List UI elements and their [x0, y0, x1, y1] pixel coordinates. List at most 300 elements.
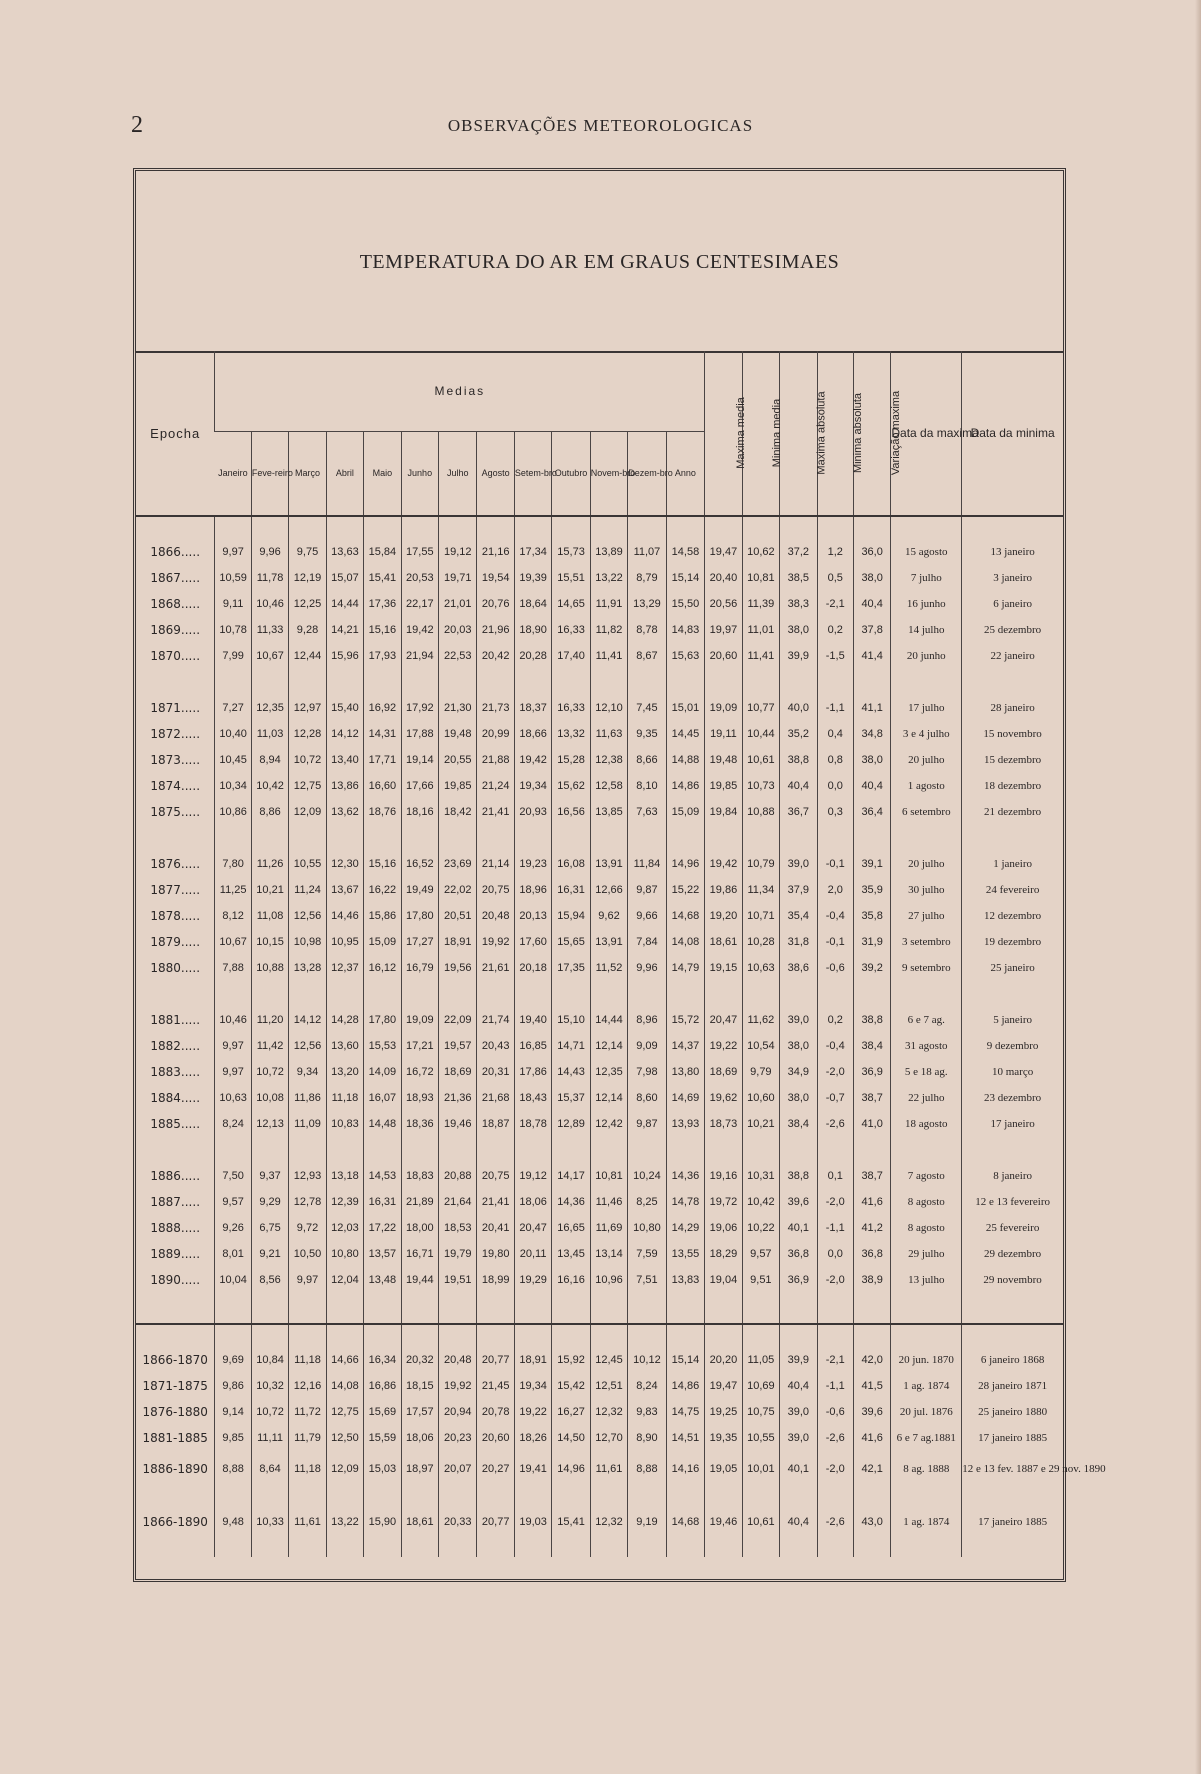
value-cell: 14,79	[666, 955, 705, 981]
value-cell: 38,0	[853, 565, 890, 591]
value-cell: 22,17	[401, 591, 438, 617]
value-cell: 11,69	[590, 1215, 627, 1241]
value-cell: 38,0	[780, 1085, 817, 1111]
value-cell: 10,62	[742, 539, 779, 565]
value-cell: 9,37	[251, 1163, 288, 1189]
table-row	[136, 617, 1063, 643]
value-cell: 9,96	[628, 955, 666, 981]
value-cell: 18,00	[401, 1215, 438, 1241]
date-min-cell: 17 janeiro	[962, 1111, 1063, 1137]
table-row	[136, 1163, 1063, 1189]
value-cell: 14,08	[326, 1373, 363, 1399]
value-cell: 16,56	[552, 799, 590, 825]
value-cell: 10,21	[251, 877, 288, 903]
value-cell: 36,8	[853, 1241, 890, 1267]
value-cell: 38,0	[780, 617, 817, 643]
value-cell: 18,97	[401, 1451, 438, 1487]
value-cell: 20,07	[439, 1451, 477, 1487]
value-cell: 21,73	[477, 695, 514, 721]
value-cell: 8,94	[251, 747, 288, 773]
value-cell: 19,34	[514, 773, 551, 799]
date-max-cell: 3 e 4 julho	[891, 721, 962, 747]
value-cell: 19,46	[705, 1509, 742, 1535]
epoch-cell: 1875.....	[150, 805, 201, 819]
value-cell: 18,69	[705, 1059, 742, 1085]
value-cell: 16,60	[364, 773, 401, 799]
value-cell: 10,44	[742, 721, 779, 747]
value-cell: 12,25	[289, 591, 326, 617]
value-cell: 19,11	[705, 721, 742, 747]
value-cell: 8,64	[251, 1451, 288, 1487]
value-cell: 19,09	[401, 1007, 438, 1033]
value-cell: 20,13	[514, 903, 551, 929]
value-cell: 14,31	[364, 721, 401, 747]
value-cell: 11,62	[742, 1007, 779, 1033]
value-cell: 9,75	[289, 539, 326, 565]
value-cell: 21,16	[477, 539, 514, 565]
value-cell: 13,80	[666, 1059, 705, 1085]
value-cell: 21,01	[439, 591, 477, 617]
value-cell: 16,07	[364, 1085, 401, 1111]
month-header: Janeiro	[215, 432, 251, 516]
value-cell: -0,6	[817, 955, 853, 981]
page-edge	[1195, 0, 1201, 1774]
table-row	[136, 539, 1063, 565]
value-cell: 10,81	[590, 1163, 627, 1189]
value-cell: 15,16	[364, 851, 401, 877]
value-cell: 0,1	[817, 1163, 853, 1189]
value-cell: 12,45	[590, 1347, 627, 1373]
value-cell: 7,84	[628, 929, 666, 955]
value-cell: 21,14	[477, 851, 514, 877]
value-cell: 17,36	[364, 591, 401, 617]
value-cell: 13,22	[326, 1509, 363, 1535]
date-max-cell: 20 junho	[891, 643, 962, 669]
value-cell: 17,60	[514, 929, 551, 955]
date-max-cell: 1 ag. 1874	[891, 1509, 962, 1535]
value-cell: 10,72	[251, 1059, 288, 1085]
value-cell: 21,45	[477, 1373, 514, 1399]
epoch-cell: 1888.....	[150, 1221, 201, 1235]
table-row	[136, 1033, 1063, 1059]
value-cell: 7,88	[215, 955, 251, 981]
value-cell: 11,18	[289, 1451, 326, 1487]
value-cell: -1,1	[817, 1373, 853, 1399]
value-cell: 40,1	[780, 1451, 817, 1487]
value-cell: 11,46	[590, 1189, 627, 1215]
value-cell: 12,35	[590, 1059, 627, 1085]
value-cell: 11,26	[251, 851, 288, 877]
table-row	[136, 1189, 1063, 1215]
value-cell: 19,92	[477, 929, 514, 955]
value-cell: 15,59	[364, 1425, 401, 1451]
value-cell: 13,91	[590, 851, 627, 877]
value-cell: 17,27	[401, 929, 438, 955]
value-cell: 7,99	[215, 643, 251, 669]
table-row	[136, 903, 1063, 929]
value-cell: 43,0	[853, 1509, 890, 1535]
month-header: Março	[289, 432, 326, 516]
value-cell: -2,0	[817, 1267, 853, 1293]
value-cell: 14,09	[364, 1059, 401, 1085]
value-cell: 9,14	[215, 1399, 251, 1425]
value-cell: 39,9	[780, 643, 817, 669]
value-cell: 10,01	[742, 1451, 779, 1487]
table-row	[136, 955, 1063, 981]
value-cell: 19,06	[705, 1215, 742, 1241]
epoch-cell: 1878.....	[150, 909, 201, 923]
value-cell: 21,41	[477, 799, 514, 825]
value-cell: 14,69	[666, 1085, 705, 1111]
value-cell: 20,23	[439, 1425, 477, 1451]
value-cell: 11,52	[590, 955, 627, 981]
table-row	[136, 1451, 1063, 1487]
epoch-cell: 1868.....	[150, 597, 201, 611]
value-cell: 38,8	[780, 747, 817, 773]
value-cell: 15,22	[666, 877, 705, 903]
value-cell: 15,50	[666, 591, 705, 617]
value-cell: 9,97	[215, 1059, 251, 1085]
value-cell: 11,41	[742, 643, 779, 669]
value-cell: 0,2	[817, 617, 853, 643]
value-cell: 14,88	[666, 747, 705, 773]
value-cell: 21,74	[477, 1007, 514, 1033]
value-cell: 14,08	[666, 929, 705, 955]
value-cell: 11,63	[590, 721, 627, 747]
value-cell: 12,37	[326, 955, 363, 981]
value-cell: 15,07	[326, 565, 363, 591]
spacer-row	[136, 516, 1063, 539]
value-cell: 20,77	[477, 1347, 514, 1373]
value-cell: 34,9	[780, 1059, 817, 1085]
value-cell: 15,09	[666, 799, 705, 825]
value-cell: 9,48	[215, 1509, 251, 1535]
table-row	[136, 1241, 1063, 1267]
value-cell: 13,22	[590, 565, 627, 591]
value-cell: 9,35	[628, 721, 666, 747]
value-cell: 10,45	[215, 747, 251, 773]
epoch-cell: 1877.....	[150, 883, 201, 897]
value-cell: -2,0	[817, 1189, 853, 1215]
table-row	[136, 877, 1063, 903]
value-cell: 17,80	[401, 903, 438, 929]
value-cell: -2,1	[817, 591, 853, 617]
value-cell: 12,58	[590, 773, 627, 799]
date-min-cell: 6 janeiro	[962, 591, 1063, 617]
value-cell: 10,72	[289, 747, 326, 773]
value-cell: 18,53	[439, 1215, 477, 1241]
value-cell: 40,4	[780, 1509, 817, 1535]
value-cell: 10,86	[215, 799, 251, 825]
date-min-cell: 5 janeiro	[962, 1007, 1063, 1033]
value-cell: 10,75	[742, 1399, 779, 1425]
date-max-cell: 18 agosto	[891, 1111, 962, 1137]
value-cell: 10,73	[742, 773, 779, 799]
value-cell: 38,7	[853, 1085, 890, 1111]
value-cell: 10,42	[251, 773, 288, 799]
date-max-cell: 16 junho	[891, 591, 962, 617]
value-cell: 12,28	[289, 721, 326, 747]
value-cell: 14,83	[666, 617, 705, 643]
value-cell: 10,34	[215, 773, 251, 799]
value-cell: 19,14	[401, 747, 438, 773]
value-cell: 9,29	[251, 1189, 288, 1215]
value-cell: 39,0	[780, 851, 817, 877]
value-cell: 10,61	[742, 1509, 779, 1535]
value-cell: 12,78	[289, 1189, 326, 1215]
value-cell: 19,44	[401, 1267, 438, 1293]
value-cell: 15,16	[364, 617, 401, 643]
value-cell: 14,44	[326, 591, 363, 617]
value-cell: 17,80	[364, 1007, 401, 1033]
value-cell: -0,7	[817, 1085, 853, 1111]
value-cell: 8,90	[628, 1425, 666, 1451]
value-cell: 7,45	[628, 695, 666, 721]
month-header: Novem-bro	[590, 432, 627, 516]
value-cell: 13,62	[326, 799, 363, 825]
value-cell: 16,65	[552, 1215, 590, 1241]
value-cell: 20,47	[514, 1215, 551, 1241]
value-cell: 15,09	[364, 929, 401, 955]
date-max-cell: 8 agosto	[891, 1189, 962, 1215]
value-cell: 35,9	[853, 877, 890, 903]
value-cell: 15,69	[364, 1399, 401, 1425]
value-cell: 19,79	[439, 1241, 477, 1267]
value-cell: 11,34	[742, 877, 779, 903]
value-cell: 12,09	[326, 1451, 363, 1487]
value-cell: -1,5	[817, 643, 853, 669]
value-cell: 17,66	[401, 773, 438, 799]
value-cell: 19,97	[705, 617, 742, 643]
date-max-cell: 29 julho	[891, 1241, 962, 1267]
value-cell: 41,1	[853, 695, 890, 721]
value-cell: 21,41	[477, 1189, 514, 1215]
value-cell: 18,90	[514, 617, 551, 643]
epoch-cell: 1874.....	[150, 779, 201, 793]
epoch-cell: 1879.....	[150, 935, 201, 949]
value-cell: 16,79	[401, 955, 438, 981]
value-cell: 8,12	[215, 903, 251, 929]
value-cell: 18,26	[514, 1425, 551, 1451]
value-cell: -2,6	[817, 1425, 853, 1451]
value-cell: 36,4	[853, 799, 890, 825]
value-cell: 12,32	[590, 1399, 627, 1425]
value-cell: 12,30	[326, 851, 363, 877]
value-cell: 34,8	[853, 721, 890, 747]
value-cell: 18,06	[514, 1189, 551, 1215]
table-row	[136, 1007, 1063, 1033]
epoch-cell: 1876-1880	[142, 1405, 208, 1419]
value-cell: 12,75	[289, 773, 326, 799]
spacer-row	[136, 1535, 1063, 1557]
date-min-cell: 18 dezembro	[962, 773, 1063, 799]
value-cell: 20,48	[477, 903, 514, 929]
value-cell: 10,80	[628, 1215, 666, 1241]
value-cell: 14,12	[326, 721, 363, 747]
value-cell: 14,46	[326, 903, 363, 929]
date-min-cell: 23 dezembro	[962, 1085, 1063, 1111]
value-cell: 13,40	[326, 747, 363, 773]
date-min-header: Data da minima	[962, 351, 1063, 516]
value-cell: 14,45	[666, 721, 705, 747]
value-cell: 39,6	[853, 1399, 890, 1425]
date-min-cell: 1 janeiro	[962, 851, 1063, 877]
value-cell: 12,56	[289, 1033, 326, 1059]
value-cell: 20,20	[705, 1347, 742, 1373]
value-cell: 11,61	[289, 1509, 326, 1535]
running-title: OBSERVAÇÕES METEOROLOGICAS	[447, 116, 754, 135]
table-row	[136, 721, 1063, 747]
spacer-row	[136, 669, 1063, 695]
value-cell: 15,37	[552, 1085, 590, 1111]
value-cell: 21,94	[401, 643, 438, 669]
value-cell: 17,71	[364, 747, 401, 773]
value-cell: 13,55	[666, 1241, 705, 1267]
value-cell: 14,96	[552, 1451, 590, 1487]
value-cell: 7,27	[215, 695, 251, 721]
value-cell: 22,02	[439, 877, 477, 903]
value-cell: 20,03	[439, 617, 477, 643]
date-min-cell: 21 dezembro	[962, 799, 1063, 825]
value-cell: 18,64	[514, 591, 551, 617]
value-cell: 0,5	[817, 565, 853, 591]
value-cell: 40,4	[853, 773, 890, 799]
value-cell: 13,48	[364, 1267, 401, 1293]
value-cell: 10,98	[289, 929, 326, 955]
date-min-cell: 12 e 13 fev. 1887 e 29 nov. 1890	[962, 1451, 1063, 1487]
value-cell: 11,41	[590, 643, 627, 669]
value-cell: 19,29	[514, 1267, 551, 1293]
month-header: Julho	[439, 432, 477, 516]
value-cell: 12,97	[289, 695, 326, 721]
table-title: TEMPERATURA DO AR EM GRAUS CENTESIMAES	[359, 251, 840, 273]
date-min-cell: 29 dezembro	[962, 1241, 1063, 1267]
value-cell: 12,38	[590, 747, 627, 773]
value-cell: 19,34	[514, 1373, 551, 1399]
table-row	[136, 1085, 1063, 1111]
value-cell: 20,99	[477, 721, 514, 747]
value-cell: 20,40	[705, 565, 742, 591]
value-cell: 11,79	[289, 1425, 326, 1451]
date-min-cell: 25 dezembro	[962, 617, 1063, 643]
value-cell: 10,83	[326, 1111, 363, 1137]
value-cell: -1,1	[817, 695, 853, 721]
value-cell: 9,57	[215, 1189, 251, 1215]
value-cell: 11,07	[628, 539, 666, 565]
value-cell: 11,03	[251, 721, 288, 747]
value-cell: 14,50	[552, 1425, 590, 1451]
value-cell: 35,4	[780, 903, 817, 929]
value-cell: 10,59	[215, 565, 251, 591]
value-cell: 19,09	[705, 695, 742, 721]
value-cell: 16,34	[364, 1347, 401, 1373]
value-cell: 10,72	[251, 1399, 288, 1425]
value-cell: 15,96	[326, 643, 363, 669]
table-row	[136, 1347, 1063, 1373]
epoch-cell: 1872.....	[150, 727, 201, 741]
minima-media-header: Minima media	[742, 351, 779, 516]
value-cell: 10,80	[326, 1241, 363, 1267]
value-cell: 14,36	[552, 1189, 590, 1215]
value-cell: 16,72	[401, 1059, 438, 1085]
value-cell: 19,47	[705, 1373, 742, 1399]
value-cell: 18,61	[401, 1509, 438, 1535]
value-cell: 20,53	[401, 565, 438, 591]
value-cell: 11,39	[742, 591, 779, 617]
value-cell: 10,32	[251, 1373, 288, 1399]
value-cell: 12,56	[289, 903, 326, 929]
value-cell: 14,66	[326, 1347, 363, 1373]
value-cell: 38,4	[853, 1033, 890, 1059]
value-cell: 20,11	[514, 1241, 551, 1267]
value-cell: 39,1	[853, 851, 890, 877]
value-cell: 42,0	[853, 1347, 890, 1373]
value-cell: 19,22	[705, 1033, 742, 1059]
value-cell: 31,9	[853, 929, 890, 955]
spacer-row	[136, 1293, 1063, 1324]
value-cell: 10,31	[742, 1163, 779, 1189]
epoch-cell: 1887.....	[150, 1195, 201, 1209]
value-cell: 19,62	[705, 1085, 742, 1111]
value-cell: 14,86	[666, 773, 705, 799]
value-cell: 9,62	[590, 903, 627, 929]
table-row	[136, 851, 1063, 877]
value-cell: 14,44	[590, 1007, 627, 1033]
date-max-cell: 7 julho	[891, 565, 962, 591]
value-cell: 12,42	[590, 1111, 627, 1137]
value-cell: 20,88	[439, 1163, 477, 1189]
value-cell: 9,26	[215, 1215, 251, 1241]
epoch-cell: 1873.....	[150, 753, 201, 767]
value-cell: 12,89	[552, 1111, 590, 1137]
value-cell: 18,29	[705, 1241, 742, 1267]
value-cell: 13,86	[326, 773, 363, 799]
value-cell: 19,71	[439, 565, 477, 591]
table-row	[136, 565, 1063, 591]
value-cell: 13,93	[666, 1111, 705, 1137]
epoch-cell: 1886.....	[150, 1169, 201, 1183]
spacer-row	[136, 981, 1063, 1007]
date-min-cell: 22 janeiro	[962, 643, 1063, 669]
value-cell: 14,58	[666, 539, 705, 565]
value-cell: 15,65	[552, 929, 590, 955]
epoch-cell: 1881.....	[150, 1013, 201, 1027]
value-cell: 10,77	[742, 695, 779, 721]
value-cell: 11,18	[326, 1085, 363, 1111]
value-cell: 15,01	[666, 695, 705, 721]
value-cell: 38,5	[780, 565, 817, 591]
value-cell: 9,19	[628, 1509, 666, 1535]
value-cell: 38,7	[853, 1163, 890, 1189]
value-cell: 20,31	[477, 1059, 514, 1085]
value-cell: -2,6	[817, 1111, 853, 1137]
table-row	[136, 1059, 1063, 1085]
value-cell: 16,31	[364, 1189, 401, 1215]
value-cell: 12,32	[590, 1509, 627, 1535]
value-cell: 14,68	[666, 903, 705, 929]
value-cell: 17,22	[364, 1215, 401, 1241]
value-cell: 9,97	[289, 1267, 326, 1293]
value-cell: 11,05	[742, 1347, 779, 1373]
value-cell: 12,51	[590, 1373, 627, 1399]
value-cell: 10,55	[742, 1425, 779, 1451]
value-cell: 13,20	[326, 1059, 363, 1085]
value-cell: 19,25	[705, 1399, 742, 1425]
value-cell: 11,25	[215, 877, 251, 903]
date-min-cell: 6 janeiro 1868	[962, 1347, 1063, 1373]
value-cell: 18,37	[514, 695, 551, 721]
date-min-cell: 28 janeiro 1871	[962, 1373, 1063, 1399]
